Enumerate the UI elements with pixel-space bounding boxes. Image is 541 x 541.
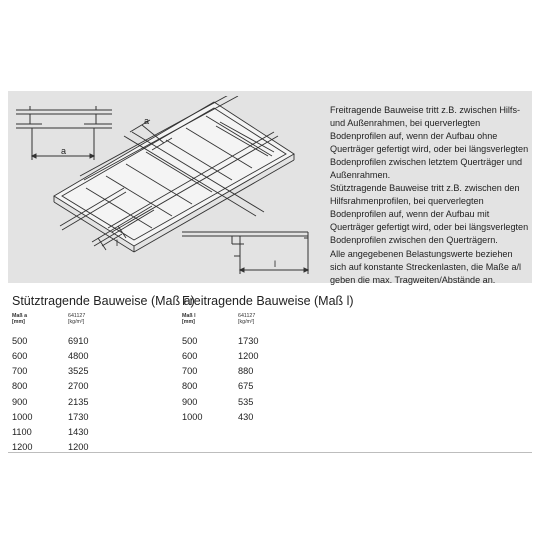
table-cantilever xyxy=(182,294,354,425)
description-paragraph-3: Alle angegebenen Belastungswerte beziehen sich auf konstante Streckenlasten, die Maße a/l geben die max. Tragweiten/Abstände an. xyxy=(330,248,522,285)
bottom-divider xyxy=(8,452,532,453)
column-header-load: 641127 [kg/m²] xyxy=(68,313,86,326)
technical-drawing xyxy=(12,96,326,280)
table-row: 700 3525 xyxy=(12,366,89,377)
table-row: 800 2700 xyxy=(12,381,89,392)
table-row: 500 6910 xyxy=(12,335,89,346)
table-row: 1100 1430 xyxy=(12,427,89,438)
table-supported xyxy=(12,294,195,455)
table-row: 900 2135 xyxy=(12,396,89,407)
table-row: 1000 430 xyxy=(182,411,254,422)
table-row: 600 1200 xyxy=(182,351,259,362)
table-header xyxy=(12,313,195,326)
table-row: 1000 1730 xyxy=(12,411,89,422)
table-row: 800 675 xyxy=(182,381,254,392)
table-row: 500 1730 xyxy=(182,335,259,346)
description-paragraph-2: Stütztragende Bauweise tritt z.B. zwischen den Hilfsrahmenprofilen, bei querverlegten Bodenprofilen auf, wenn der Aufbau mit Querträger gefertigt wird, oder bei längsverlegten Bodenprofilen zwischen den Querträgern. xyxy=(330,183,529,246)
description-text xyxy=(330,104,530,287)
table-header xyxy=(182,313,354,326)
cross-section-cantilever xyxy=(182,232,308,274)
column-header-load: 641127 [kg/m²] xyxy=(238,313,256,326)
dimension-l-right: l xyxy=(274,259,276,269)
description-paragraph-1: Freitragende Bauweise tritt z.B. zwischen Hilfs- und Außenrahmen, bei querverlegten Bodenprofilen auf, wenn der Aufbau ohne Querträger gefertigt wird, oder bei längsverlegten Bodenprofilen zwischen letztem Querträger und Außenrahmen. xyxy=(330,105,529,181)
table-row: 700 880 xyxy=(182,366,254,377)
table-title: Freitragende Bauweise (Maß l) xyxy=(182,294,354,308)
column-header-dimension: Maß a [mm] xyxy=(12,313,28,326)
dimension-a-top: a xyxy=(144,116,150,126)
dimension-l-small: l xyxy=(116,238,118,248)
frame-perspective xyxy=(54,96,294,252)
column-header-dimension: Maß l [mm] xyxy=(182,313,196,326)
table-title: Stütztragende Bauweise (Maß a) xyxy=(12,294,195,308)
table-row: 900 535 xyxy=(182,396,254,407)
table-row: 600 4800 xyxy=(12,351,89,362)
dimension-a-left: a xyxy=(61,146,67,156)
table-row: 1200 1200 xyxy=(12,442,89,453)
